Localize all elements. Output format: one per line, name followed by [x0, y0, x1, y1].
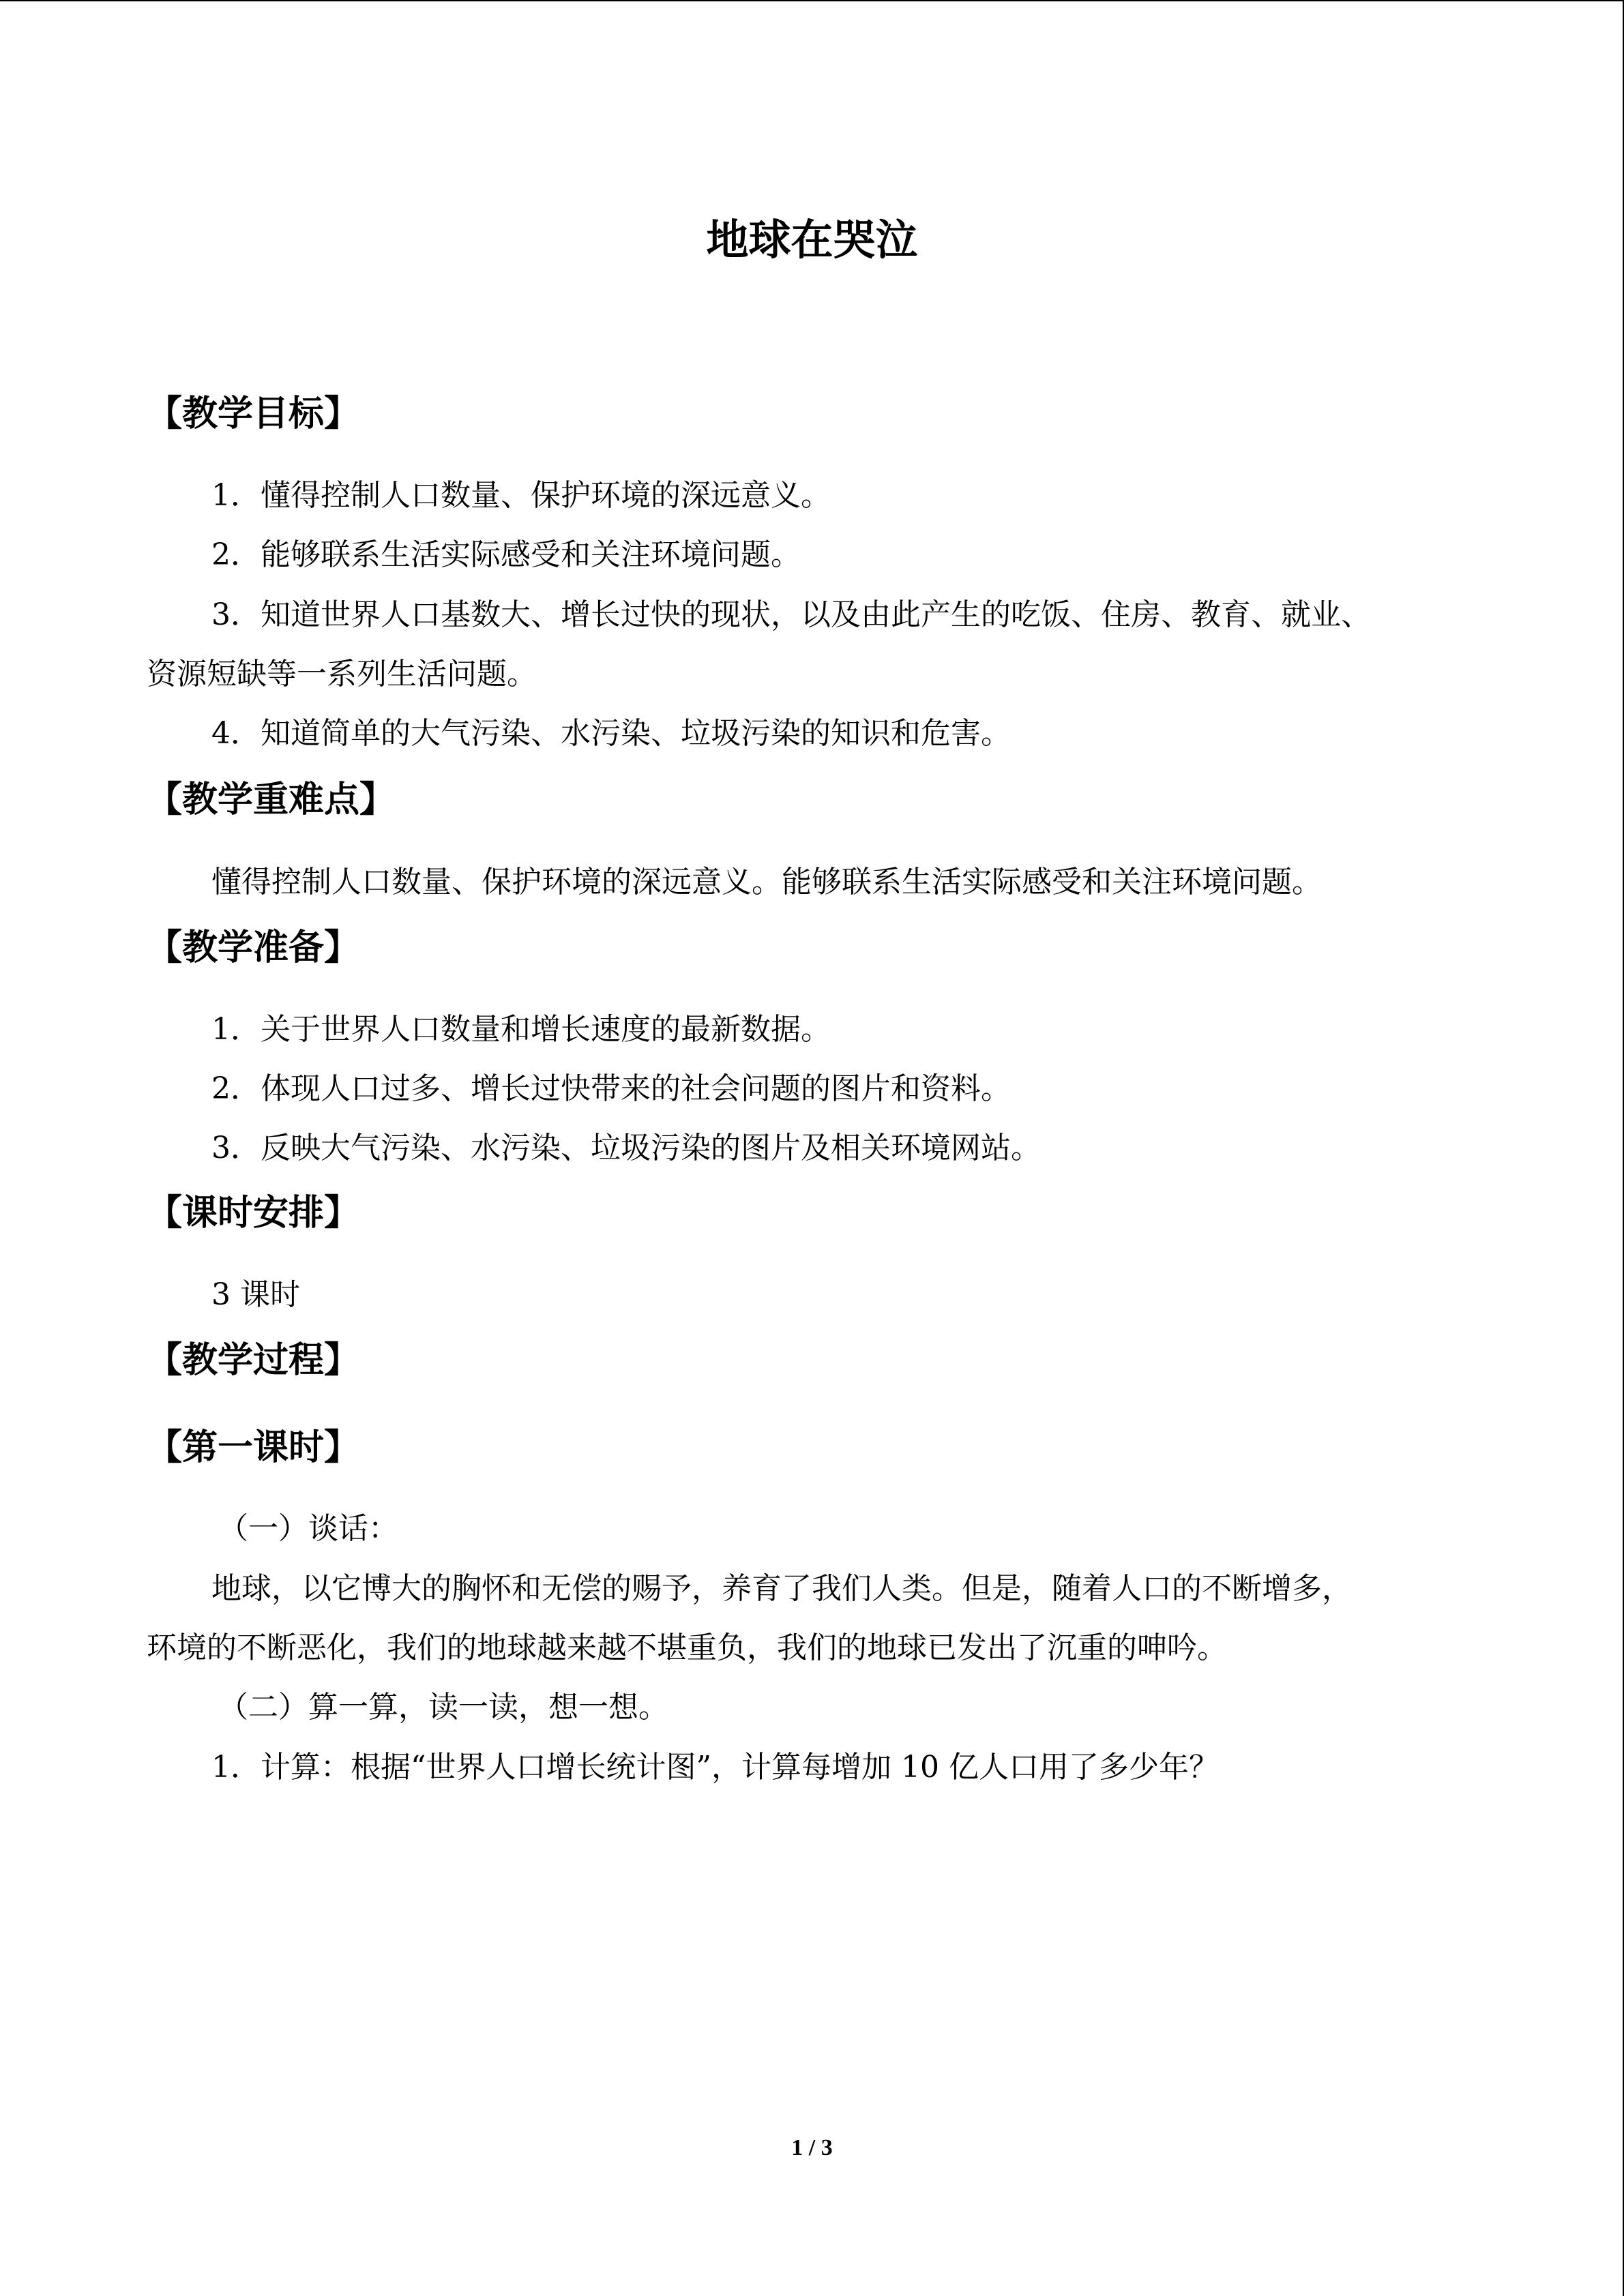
- objective-item-3: 3．知道世界人口基数大、增长过快的现状，以及由此产生的吃饭、住房、教育、就业、: [211, 597, 1371, 632]
- objective-item-1: 1．懂得控制人口数量、保护环境的深远意义。: [211, 478, 831, 513]
- key-points-text: 懂得控制人口数量、保护环境的深远意义。能够联系生活实际感受和关注环境问题。: [211, 865, 1322, 899]
- heading-schedule: 【课时安排】: [147, 1193, 360, 1234]
- preparation-item-3: 3．反映大气污染、水污染、垃圾污染的图片及相关环境网站。: [211, 1131, 1041, 1165]
- schedule-text: 3 课时: [211, 1277, 300, 1312]
- page-top-border: [0, 0, 1623, 3]
- preparation-item-2: 2．体现人口过多、增长过快带来的社会问题的图片和资料。: [211, 1071, 1011, 1106]
- lesson1-talk-line-2: 环境的不断恶化，我们的地球越来越不堪重负，我们的地球已发出了沉重的呻吟。: [147, 1630, 1227, 1665]
- lesson1-talk-label: （一）谈话：: [218, 1511, 398, 1546]
- heading-process: 【教学过程】: [147, 1340, 360, 1381]
- objective-item-4: 4．知道简单的大气污染、水污染、垃圾污染的知识和危害。: [211, 716, 1011, 751]
- heading-lesson-1: 【第一课时】: [147, 1427, 360, 1468]
- objective-item-2: 2．能够联系生活实际感受和关注环境问题。: [211, 537, 801, 572]
- heading-objectives: 【教学目标】: [147, 393, 360, 434]
- page-number: 1 / 3: [791, 2135, 833, 2160]
- objective-item-3-cont: 资源短缺等一系列生活问题。: [147, 657, 537, 691]
- lesson1-calc-item: 1．计算：根据“世界人口增长统计图”，计算每增加 10 亿人口用了多少年？: [211, 1750, 1219, 1785]
- preparation-item-1: 1．关于世界人口数量和增长速度的最新数据。: [211, 1012, 831, 1047]
- heading-preparation: 【教学准备】: [147, 927, 360, 968]
- document-title: 地球在哭泣: [706, 215, 918, 265]
- lesson1-activity-label: （二）算一算，读一读，想一想。: [218, 1690, 668, 1725]
- heading-key-points: 【教学重难点】: [147, 779, 396, 820]
- lesson1-talk-line-1: 地球，以它博大的胸怀和无偿的赐予，养育了我们人类。但是，随着人口的不断增多，: [211, 1571, 1352, 1606]
